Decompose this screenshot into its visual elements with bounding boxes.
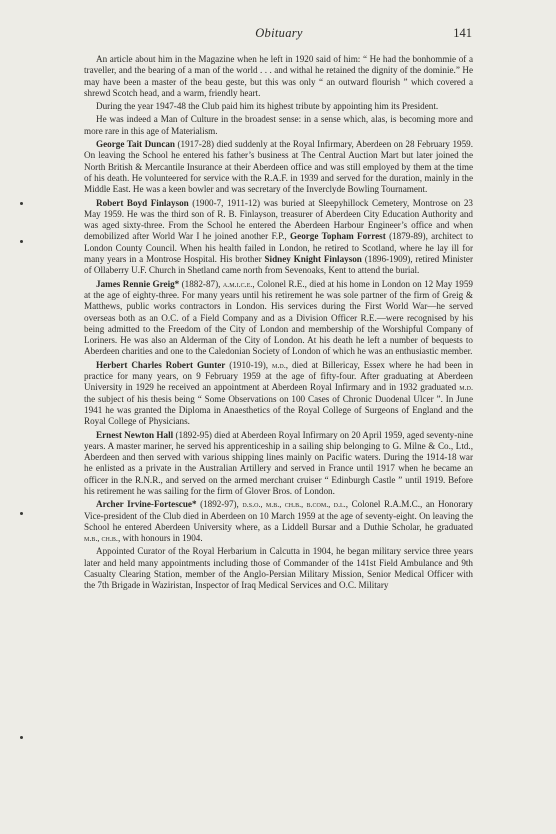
obituary-body: , with honours in 1904.	[117, 533, 203, 544]
page-header	[86, 26, 472, 42]
person-name: Ernest Newton Hall	[96, 429, 174, 440]
person-name: George Tait Duncan	[96, 139, 176, 150]
obituary-body: (1892-95) died at Aberdeen Royal Infirmary on 20 April 1959, aged seventy-nine years. A master mariner, he served his apprenticeship in a sailing ship belonging to G. Milne & Co., Ltd., Aberdeen and then served with various shipping lines mainly on Pacific waters. During the 1914-18 war he enlisted as a private in the Australian Artillery and served in France until 1917 when he became an officer in the R.N.R., and served on the armed merchant cruiser “ Edinburgh Castle ” until 1919. Before his retirement he was sailing for the firm of Glover Bros. of London.	[84, 429, 473, 496]
paragraph-president: During the year 1947-48 the Club paid him its highest tribute by appointing him its President.	[96, 101, 439, 112]
obituary-body: (1879-89), architect to London County Council. When his health failed in London, he retired to Scotland, where he lay ill for many years in a Montrose Hospital. His brother	[84, 231, 474, 265]
person-name: Robert Boyd Finlayson	[96, 197, 189, 208]
obituary-gunter	[84, 360, 473, 428]
margin-dot	[20, 512, 23, 515]
qualification: m.d.	[459, 383, 473, 393]
obituary-body: (1896-1909), retired Minister of Ollaberry U.F. Church in Shetland came north from Sevenoaks, Kent to attend the burial.	[84, 254, 473, 276]
qualification: m.d.	[271, 360, 286, 370]
paragraph-culture: He was indeed a Man of Culture in the broadest sense: in a sense which, alas, is becoming more and more rare in this age of Materialism.	[84, 114, 473, 136]
obituary-greig	[84, 279, 473, 358]
obituary-body: (1892-97),	[196, 499, 243, 510]
obituary-text	[84, 54, 473, 594]
margin-dot	[20, 202, 23, 205]
person-name: Sidney Knight Finlayson	[264, 254, 362, 265]
person-name: George Topham Forrest	[290, 231, 386, 242]
obituary-body: (1910-19),	[225, 359, 272, 370]
obituary-irvine-fortescue-continued: Appointed Curator of the Royal Herbarium in Calcutta in 1904, he began military service three years later and held many appointments including those of Commander of the 141st Field Ambulance and 9th Casualty Clearing Station, member of the Anglo-Persian Military Mission, Senior Medical Officer with the 7th Brigade in Waziristan, Inspector of Iraq Medical Services and O.C. Military	[84, 546, 473, 591]
obituary-body: (1917-28) died suddenly at the Royal Infirmary, Aberdeen on 28 February 1959. On leaving the School he entered his father’s business at The Central Auction Mart but later joined the North British & Mercantile Insurance at their Aberdeen office and was still employed by them at the time of his death. He volunteered for service with the R.A.F. in 1939 and served for the duration, mainly in the Middle East. He was a keen bowler and was secretary of the Inverclyde Bowling Tournament.	[84, 139, 473, 195]
qualification: a.m.i.c.e.	[222, 279, 253, 289]
running-head: Obituary	[255, 26, 303, 40]
obituary-body: (1882-87),	[179, 278, 223, 289]
person-name: Archer Irvine-Fortescue*	[96, 499, 197, 510]
person-name: Herbert Charles Robert Gunter	[96, 359, 226, 370]
obituary-hall	[84, 430, 473, 498]
margin-dot	[20, 736, 23, 739]
qualification: m.b., ch.b.	[84, 534, 118, 544]
obituary-body: , died at Billericay, Essex where he had been in practice for many years, on 9 February 1959 at the age of fifty-four. After graduating at Aberdeen University in 1929 he received an appointment at Aberdeen Royal Infirmary and in 1932 graduated	[84, 359, 474, 393]
paragraph-intro: An article about him in the Magazine when he left in 1920 said of him: “ He had the bonhommie of a traveller, and the bearing of a man of the world . . . and withal he retained the dignity of the dominie.” He may have been a master of the beau geste, but this was only “ an outward flourish ” which covered a shrewd Scotch head, and a warm, friendly heart.	[84, 54, 473, 98]
obituary-duncan	[84, 139, 473, 195]
obituary-body: , Colonel R.A.M.C., an Honorary Vice-president of the Club died in Aberdeen on 10 March 1959 at the age of seventy-eight. On leaving the School he entered Aberdeen University where, as a Liddell Bursar and a Duthie Scholar, he graduated	[84, 499, 473, 532]
obituary-finlayson	[84, 198, 473, 277]
obituary-irvine-fortescue	[84, 499, 473, 544]
obituary-body: (1900-7, 1911-12) was buried at Sleepyhillock Cemetery, Montrose on 23 May 1959. He was the third son of R. B. Finlayson, treasurer of Aberdeen City Education Authority and was aged sixty-three. From the School he entered the Aberdeen Harbour Engineer’s office and when demobilized after World War I he joined another F.P.,	[84, 197, 473, 242]
person-name: James Rennie Greig*	[96, 278, 180, 289]
page-number: 141	[453, 26, 472, 40]
obituary-body: the subject of his thesis being “ Some Observations on 100 Cases of Chronic Duodenal Ulcer ”. In June 1941 he was granted the Diploma in Anaesthetics of the Royal College of Surgeons of England and the Royal College of Physicians.	[84, 393, 473, 427]
qualification: d.s.o., m.b., ch.b., b.com., d.l.	[242, 500, 346, 510]
margin-dot	[20, 240, 23, 243]
obituary-body: , Colonel R.E., died at his home in London on 12 May 1959 at the age of eighty-three. For many years until his retirement he was sole partner of the firm of Greig & Matthews, public works contractors in London. His services during the First World War—he served overseas both as an O.C. of a Field Company and as a Division Officer R.E.—were recognised by his being admitted to the Freedom of the City of London and membership of the Worshipful Company of Loriners. He was also an Alderman of the City of London. At his death he left a number of bequests to Aberdeen charities and one to the Caledonian Society of London of which he was an enthusiastic member.	[84, 278, 473, 357]
